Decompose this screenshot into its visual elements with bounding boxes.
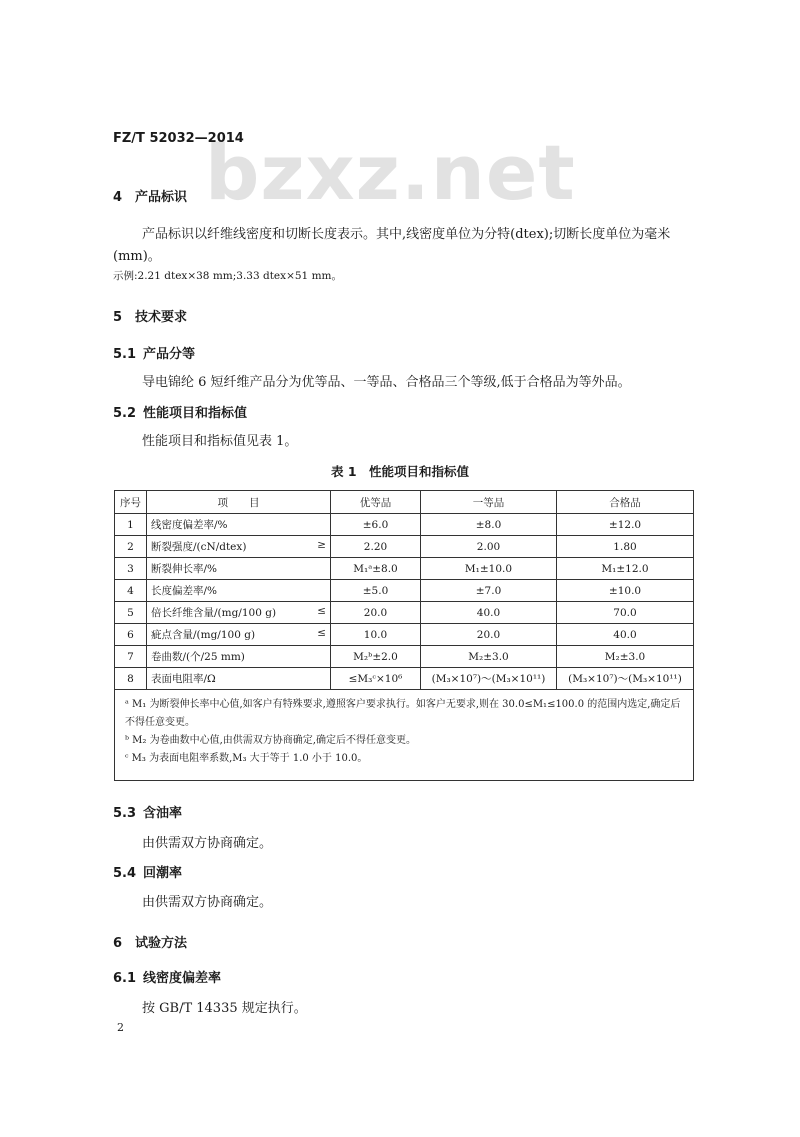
value-qualified: ±12.0 [557, 514, 694, 536]
item-cell [147, 580, 331, 602]
header-cell: 合格品 [557, 491, 694, 514]
section-4-paragraph-line1: 产品标识以纤维线密度和切断长度表示。其中,线密度单位为分特(dtex);切断长度单位为毫米 [142, 227, 671, 242]
item-cell [147, 602, 331, 624]
section-title: 线密度偏差率 [143, 971, 222, 986]
section-title: 性能项目和指标值 [143, 406, 248, 421]
section-4-example: 示例:2.21 dtex×38 mm;3.33 dtex×51 mm。 [113, 270, 342, 282]
table-notes-row [115, 690, 694, 781]
row-number: 8 [115, 668, 147, 690]
section-5-heading [113, 306, 187, 325]
value-superior: ±6.0 [331, 514, 421, 536]
header-cell: 优等品 [331, 491, 421, 514]
item-name: 疵点含量/(mg/100 g) [151, 629, 256, 641]
item-cell [147, 514, 331, 536]
row-number: 1 [115, 514, 147, 536]
section-number: 5.4 [113, 866, 137, 881]
section-5-4-text: 由供需双方协商确定。 [142, 895, 273, 910]
section-number: 6.1 [113, 971, 137, 986]
item-symbol: ≥ [317, 539, 326, 551]
section-5-2-text: 性能项目和指标值见表 1。 [142, 434, 298, 449]
table-row [115, 646, 694, 668]
value-qualified: 70.0 [557, 602, 694, 624]
item-cell [147, 624, 331, 646]
value-superior: ±5.0 [331, 580, 421, 602]
item-cell [147, 558, 331, 580]
table-row [115, 536, 694, 558]
table-row [115, 602, 694, 624]
header-cell: 一等品 [421, 491, 557, 514]
section-number: 5.2 [113, 406, 137, 421]
section-4-heading [113, 186, 187, 205]
item-name: 表面电阻率/Ω [151, 673, 216, 685]
value-superior: 2.20 [331, 536, 421, 558]
row-number: 5 [115, 602, 147, 624]
row-number: 2 [115, 536, 147, 558]
value-qualified: 40.0 [557, 624, 694, 646]
value-superior: ≤M₃ᶜ×10⁶ [331, 668, 421, 690]
table-notes [115, 690, 694, 781]
section-number: 5.1 [113, 347, 137, 362]
table-row [115, 514, 694, 536]
value-first-grade: ±7.0 [421, 580, 557, 602]
value-qualified: 1.80 [557, 536, 694, 558]
value-superior: 20.0 [331, 602, 421, 624]
item-cell [147, 646, 331, 668]
table-row [115, 624, 694, 646]
section-title: 产品标识 [135, 190, 188, 205]
section-6-1-text: 按 GB/T 14335 规定执行。 [142, 1001, 307, 1016]
item-name: 断裂伸长率/% [151, 563, 218, 575]
row-number: 4 [115, 580, 147, 602]
section-6-heading [113, 932, 187, 951]
value-qualified: ±10.0 [557, 580, 694, 602]
section-5-3-text: 由供需双方协商确定。 [142, 836, 273, 851]
item-cell [147, 536, 331, 558]
section-number: 5.3 [113, 806, 137, 821]
item-symbol: ≤ [317, 627, 326, 639]
value-first-grade: M₂±3.0 [421, 646, 557, 668]
row-number: 6 [115, 624, 147, 646]
item-symbol: ≤ [317, 605, 326, 617]
table-row [115, 558, 694, 580]
item-name: 断裂强度/(cN/dtex) [151, 541, 247, 553]
value-superior: M₂ᵇ±2.0 [331, 646, 421, 668]
section-5-3-heading [113, 802, 182, 821]
value-qualified: (M₃×10⁷)～(M₃×10¹¹) [557, 668, 694, 690]
section-title: 技术要求 [135, 310, 188, 325]
section-title: 试验方法 [135, 936, 188, 951]
item-name: 卷曲数/(个/25 mm) [151, 651, 245, 663]
item-name: 倍长纤维含量/(mg/100 g) [151, 607, 277, 619]
header-cell: 序号 [115, 491, 147, 514]
section-number: 6 [113, 936, 123, 951]
row-number: 3 [115, 558, 147, 580]
document-code: FZ/T 52032—2014 [113, 131, 244, 146]
watermark: bzxz.net [205, 128, 576, 217]
section-title: 产品分等 [143, 347, 196, 362]
value-first-grade: 40.0 [421, 602, 557, 624]
page-number: 2 [117, 1021, 124, 1034]
value-qualified: M₁±12.0 [557, 558, 694, 580]
value-superior: 10.0 [331, 624, 421, 646]
section-6-1-heading [113, 967, 221, 986]
table-header-row [115, 491, 694, 514]
performance-table [114, 490, 694, 781]
value-superior: M₁ᵃ±8.0 [331, 558, 421, 580]
section-5-1-heading [113, 343, 195, 362]
value-qualified: M₂±3.0 [557, 646, 694, 668]
section-5-4-heading [113, 862, 182, 881]
value-first-grade: ±8.0 [421, 514, 557, 536]
section-title: 回潮率 [143, 866, 183, 881]
table-note: ᵇ M₂ 为卷曲数中心值,由供需双方协商确定,确定后不得任意变更。 [125, 735, 416, 746]
table-note: ᵃ M₁ 为断裂伸长率中心值,如客户有特殊要求,遵照客户要求执行。如客户无要求,则在 30.0≤M₁≤100.0 的范围内选定,确定后不得任意变更。 [125, 699, 681, 728]
item-name: 长度偏差率/% [151, 585, 218, 597]
value-first-grade: 20.0 [421, 624, 557, 646]
table-note: ᶜ M₃ 为表面电阻率系数,M₃ 大于等于 1.0 小于 10.0。 [125, 753, 368, 764]
table-row [115, 580, 694, 602]
value-first-grade: M₁±10.0 [421, 558, 557, 580]
table-row [115, 668, 694, 690]
section-4-paragraph-line2: (mm)。 [113, 249, 161, 264]
header-cell: 项 目 [147, 491, 331, 514]
row-number: 7 [115, 646, 147, 668]
section-number: 5 [113, 310, 123, 325]
value-first-grade: (M₃×10⁷)～(M₃×10¹¹) [421, 668, 557, 690]
section-5-1-text: 导电锦纶 6 短纤维产品分为优等品、一等品、合格品三个等级,低于合格品为等外品。 [142, 375, 631, 390]
value-first-grade: 2.00 [421, 536, 557, 558]
section-title: 含油率 [143, 806, 183, 821]
section-5-2-heading [113, 402, 247, 421]
item-name: 线密度偏差率/% [151, 519, 228, 531]
item-cell [147, 668, 331, 690]
section-number: 4 [113, 190, 123, 205]
table-caption: 表 1 性能项目和指标值 [330, 464, 470, 479]
